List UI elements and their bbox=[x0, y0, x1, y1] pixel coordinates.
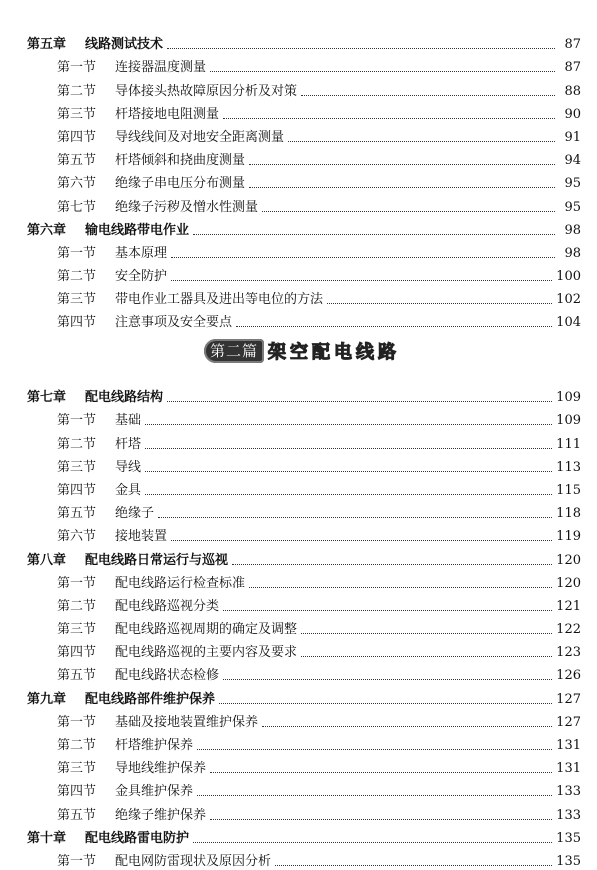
toc-chapter-entry bbox=[0, 545, 597, 568]
page-number: 95 bbox=[564, 176, 581, 192]
dot-leader bbox=[249, 187, 555, 188]
section-title: 配电网防雷现状及原因分析 bbox=[115, 853, 272, 869]
toc-section-entry bbox=[0, 100, 597, 123]
page-number: 87 bbox=[564, 60, 581, 76]
section-title: 配电线路运行检查标准 bbox=[115, 575, 246, 591]
toc-chapter-entry bbox=[0, 383, 597, 406]
section-title: 基本原理 bbox=[115, 245, 168, 261]
chapter-title: 配电线路结构 bbox=[85, 390, 164, 406]
dot-leader bbox=[193, 842, 552, 843]
section-number: 第七节 bbox=[57, 199, 97, 215]
dot-leader bbox=[288, 141, 555, 142]
toc-section-entry bbox=[0, 638, 597, 661]
dot-leader bbox=[171, 540, 552, 541]
toc-chapter-entry bbox=[0, 216, 597, 239]
section-number: 第三节 bbox=[57, 459, 97, 475]
toc-section-entry bbox=[0, 169, 597, 192]
dot-leader bbox=[275, 865, 552, 866]
section-number: 第二节 bbox=[57, 738, 97, 753]
toc-section-entry bbox=[0, 800, 597, 823]
section-number: 第一节 bbox=[57, 575, 97, 591]
dot-leader bbox=[301, 633, 552, 634]
chapter-number: 第七章 bbox=[27, 390, 67, 406]
page-number: 90 bbox=[564, 106, 581, 122]
dot-leader bbox=[171, 280, 552, 281]
section-number: 第三节 bbox=[57, 106, 97, 122]
toc-section-entry bbox=[0, 285, 597, 308]
page-number: 111 bbox=[556, 436, 581, 452]
section-title: 杆塔倾斜和挠曲度测量 bbox=[115, 153, 246, 169]
page-number: 94 bbox=[564, 153, 581, 169]
page-number: 95 bbox=[564, 199, 581, 215]
toc-section-entry bbox=[0, 76, 597, 99]
page-number: 115 bbox=[556, 482, 581, 498]
dot-leader bbox=[210, 772, 552, 773]
toc-block-part-one bbox=[0, 30, 597, 331]
page-number: 131 bbox=[556, 761, 581, 777]
section-title: 导线 bbox=[115, 459, 142, 475]
page-number: 109 bbox=[556, 390, 581, 406]
toc-section-entry bbox=[0, 262, 597, 285]
dot-leader bbox=[197, 795, 552, 796]
toc-section-entry bbox=[0, 429, 597, 452]
toc-section-entry bbox=[0, 754, 597, 777]
dot-leader bbox=[262, 211, 555, 212]
toc-section-entry bbox=[0, 522, 597, 545]
toc-section-entry bbox=[0, 731, 597, 754]
section-title: 基础 bbox=[115, 413, 142, 429]
page-number: 121 bbox=[556, 598, 581, 614]
toc-section-entry bbox=[0, 592, 597, 615]
page-number: 98 bbox=[564, 245, 581, 261]
page-number: 119 bbox=[556, 529, 581, 545]
dot-leader bbox=[223, 679, 552, 680]
section-title: 接地装置 bbox=[115, 529, 168, 545]
toc-section-entry bbox=[0, 406, 597, 429]
toc-section-entry bbox=[0, 53, 597, 76]
section-number: 第一节 bbox=[57, 853, 97, 869]
page-number: 120 bbox=[556, 575, 581, 591]
section-number: 第一节 bbox=[57, 714, 97, 730]
toc-chapter-entry bbox=[0, 824, 597, 847]
section-title: 基础及接地装置维护保养 bbox=[115, 714, 259, 730]
section-title: 杆塔接地电阻测量 bbox=[115, 106, 220, 122]
section-title: 带电作业工器具及进出等电位的方法 bbox=[115, 292, 324, 308]
chapter-title: 配电线路部件维护保养 bbox=[85, 691, 216, 707]
dot-leader bbox=[145, 471, 552, 472]
chapter-number: 第八章 bbox=[27, 552, 67, 568]
section-number: 第三节 bbox=[57, 292, 97, 308]
dot-leader bbox=[145, 424, 552, 425]
section-title: 绝缘子 bbox=[115, 506, 155, 522]
dot-leader bbox=[236, 326, 552, 327]
page-number: 131 bbox=[556, 738, 581, 753]
toc-section-entry bbox=[0, 499, 597, 522]
section-title: 导地线维护保养 bbox=[115, 761, 207, 777]
section-number: 第三节 bbox=[57, 622, 97, 638]
section-number: 第四节 bbox=[57, 482, 97, 498]
chapter-title: 输电线路带电作业 bbox=[85, 222, 190, 238]
section-number: 第六节 bbox=[57, 529, 97, 545]
toc-section-entry bbox=[0, 146, 597, 169]
page-number: 102 bbox=[556, 292, 581, 308]
dot-leader bbox=[145, 448, 552, 449]
dot-leader bbox=[223, 118, 555, 119]
section-title: 绝缘子串电压分布测量 bbox=[115, 176, 246, 192]
page-number: 91 bbox=[564, 129, 581, 145]
part-badge: 第二篇 bbox=[204, 339, 264, 363]
page-number: 127 bbox=[556, 691, 581, 707]
toc-section-entry bbox=[0, 615, 597, 638]
section-number: 第一节 bbox=[57, 245, 97, 261]
section-number: 第四节 bbox=[57, 645, 97, 661]
dot-leader bbox=[301, 95, 555, 96]
dot-leader bbox=[193, 234, 555, 235]
page-number: 118 bbox=[556, 506, 581, 522]
toc-section-entry bbox=[0, 847, 597, 870]
toc-section-entry bbox=[0, 476, 597, 499]
dot-leader bbox=[327, 303, 552, 304]
section-title: 导体接头热故障原因分析及对策 bbox=[115, 83, 298, 99]
page-number: 88 bbox=[564, 83, 581, 99]
page-number: 123 bbox=[556, 645, 581, 661]
page-number: 109 bbox=[556, 413, 581, 429]
part-title: 架空配电线路 bbox=[268, 342, 401, 363]
toc-section-entry bbox=[0, 239, 597, 262]
section-title: 杆塔 bbox=[115, 436, 142, 452]
page-number: 113 bbox=[556, 459, 581, 475]
dot-leader bbox=[167, 48, 555, 49]
section-number: 第五节 bbox=[57, 807, 97, 823]
section-title: 绝缘子维护保养 bbox=[115, 807, 207, 823]
dot-leader bbox=[232, 564, 552, 565]
section-number: 第五节 bbox=[57, 153, 97, 169]
dot-leader bbox=[301, 656, 552, 657]
page-number: 133 bbox=[556, 807, 581, 823]
toc-section-entry bbox=[0, 192, 597, 215]
dot-leader bbox=[145, 494, 552, 495]
dot-leader bbox=[210, 71, 555, 72]
page-number: 135 bbox=[556, 853, 581, 869]
part-heading bbox=[204, 338, 400, 364]
section-number: 第一节 bbox=[57, 60, 97, 76]
section-number: 第四节 bbox=[57, 129, 97, 145]
toc-section-entry bbox=[0, 123, 597, 146]
section-title: 安全防护 bbox=[115, 269, 168, 285]
section-number: 第二节 bbox=[57, 83, 97, 99]
section-title: 连接器温度测量 bbox=[115, 60, 207, 76]
page-number: 98 bbox=[564, 222, 581, 238]
chapter-title: 线路测试技术 bbox=[85, 37, 164, 53]
dot-leader bbox=[223, 610, 552, 611]
section-number: 第一节 bbox=[57, 413, 97, 429]
dot-leader bbox=[158, 517, 552, 518]
toc-section-entry bbox=[0, 708, 597, 731]
page-number: 87 bbox=[564, 37, 581, 53]
toc-section-entry bbox=[0, 569, 597, 592]
toc-chapter-entry bbox=[0, 30, 597, 53]
section-title: 导线线间及对地安全距离测量 bbox=[115, 129, 285, 145]
section-number: 第二节 bbox=[57, 269, 97, 285]
toc-section-entry bbox=[0, 777, 597, 800]
chapter-number: 第五章 bbox=[27, 37, 67, 53]
section-title: 配电线路巡视周期的确定及调整 bbox=[115, 622, 298, 638]
section-number: 第五节 bbox=[57, 506, 97, 522]
section-title: 配电线路巡视分类 bbox=[115, 598, 220, 614]
toc-section-entry bbox=[0, 661, 597, 684]
chapter-title: 配电线路日常运行与巡视 bbox=[85, 552, 229, 568]
toc-chapter-entry bbox=[0, 684, 597, 707]
dot-leader bbox=[219, 703, 552, 704]
section-number: 第三节 bbox=[57, 761, 97, 777]
chapter-title: 配电线路雷电防护 bbox=[85, 830, 190, 846]
page-number: 100 bbox=[556, 269, 581, 285]
section-title: 金具维护保养 bbox=[115, 784, 194, 800]
toc-section-entry bbox=[0, 453, 597, 476]
chapter-number: 第十章 bbox=[27, 830, 67, 846]
page-number: 104 bbox=[556, 315, 581, 331]
section-title: 杆塔维护保养 bbox=[115, 738, 194, 753]
toc-section-entry bbox=[0, 308, 597, 331]
dot-leader bbox=[197, 749, 552, 750]
section-number: 第二节 bbox=[57, 598, 97, 614]
section-number: 第六节 bbox=[57, 176, 97, 192]
page-number: 122 bbox=[556, 622, 581, 638]
page-number: 126 bbox=[556, 668, 581, 684]
dot-leader bbox=[167, 401, 552, 402]
dot-leader bbox=[249, 164, 555, 165]
section-title: 注意事项及安全要点 bbox=[115, 315, 233, 331]
section-number: 第五节 bbox=[57, 668, 97, 684]
section-title: 金具 bbox=[115, 482, 142, 498]
page-number: 120 bbox=[556, 552, 581, 568]
dot-leader bbox=[210, 819, 552, 820]
section-number: 第四节 bbox=[57, 315, 97, 331]
page-number: 133 bbox=[556, 784, 581, 800]
section-title: 配电线路巡视的主要内容及要求 bbox=[115, 645, 298, 661]
page-number: 127 bbox=[556, 714, 581, 730]
toc-block-part-two bbox=[0, 383, 597, 870]
dot-leader bbox=[249, 587, 552, 588]
chapter-number: 第六章 bbox=[27, 222, 67, 238]
section-title: 绝缘子污秽及憎水性测量 bbox=[115, 199, 259, 215]
chapter-number: 第九章 bbox=[27, 691, 67, 707]
page-number: 135 bbox=[556, 830, 581, 846]
section-number: 第四节 bbox=[57, 784, 97, 800]
dot-leader bbox=[171, 257, 555, 258]
dot-leader bbox=[262, 726, 552, 727]
section-title: 配电线路状态检修 bbox=[115, 668, 220, 684]
section-number: 第二节 bbox=[57, 436, 97, 452]
